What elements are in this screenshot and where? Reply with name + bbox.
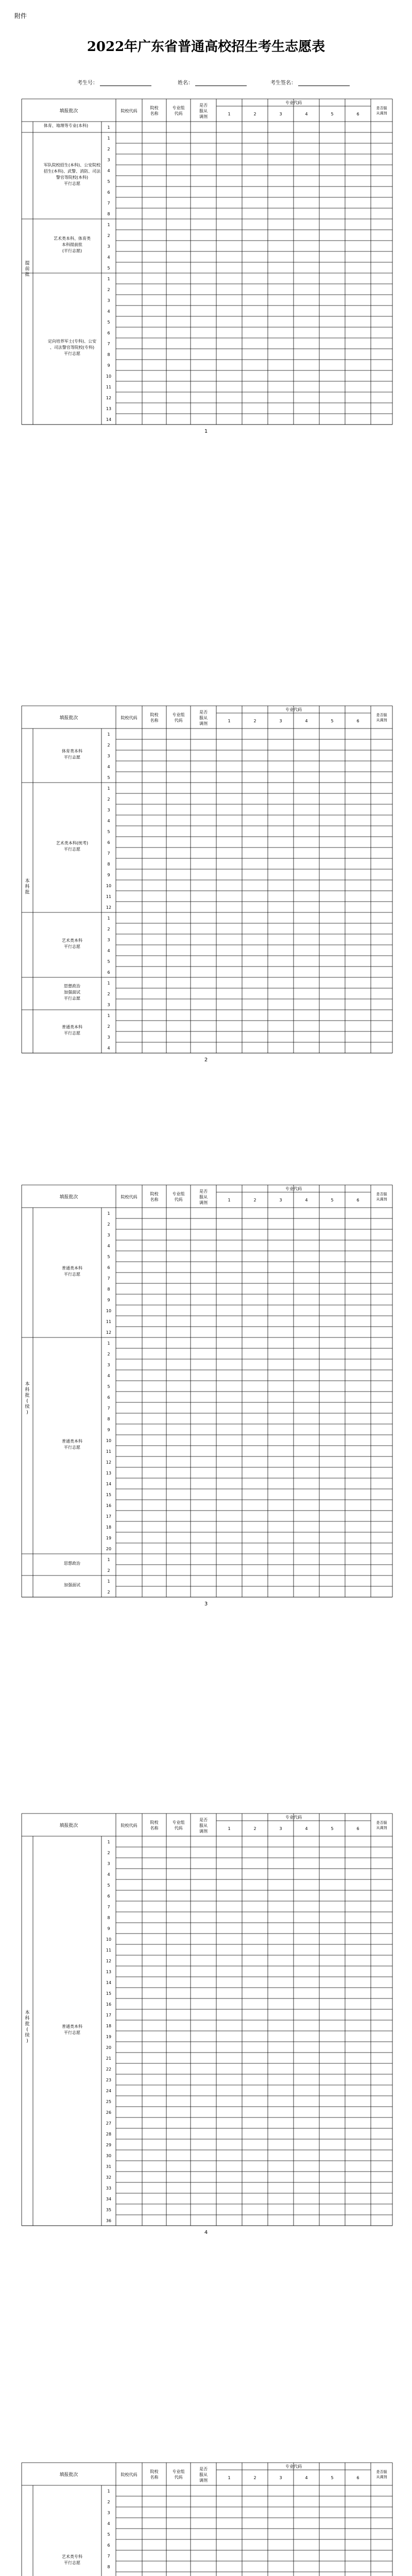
row-number: 2 bbox=[107, 287, 110, 292]
row-number: 26 bbox=[106, 2110, 112, 2115]
group-label: 艺术类本科、体育类 bbox=[54, 236, 91, 241]
row-number: 2 bbox=[107, 2500, 110, 2504]
header-last-1: 是否服 bbox=[376, 1821, 387, 1825]
header-adjust-1: 是否 bbox=[199, 1189, 208, 1194]
row-number: 1 bbox=[107, 223, 110, 227]
row-number: 1 bbox=[107, 125, 110, 130]
header-last-2: 从调剂 bbox=[376, 2475, 387, 2479]
header-major-title: 专业代码 bbox=[285, 100, 302, 105]
header-group-1: 专业组 bbox=[172, 106, 185, 110]
header-college-name-2: 名称 bbox=[150, 1197, 159, 1202]
header-adjust-2: 服从 bbox=[199, 716, 208, 720]
row-number: 1 bbox=[107, 1211, 110, 1216]
row-number: 3 bbox=[107, 1363, 110, 1367]
group-label: 艺术类本科 bbox=[62, 938, 82, 943]
candidate-number-field: 考生号： bbox=[77, 78, 151, 86]
header-major-col: 3 bbox=[279, 1198, 282, 1202]
row-number: 2 bbox=[107, 1851, 110, 1855]
row-number: 3 bbox=[107, 808, 110, 812]
row-number: 11 bbox=[106, 1449, 112, 1454]
header-last-1: 是否服 bbox=[376, 1192, 387, 1196]
section-vertical-label: 本科批 bbox=[25, 878, 30, 895]
row-number: 2 bbox=[107, 1222, 110, 1227]
header-group-2: 代码 bbox=[174, 2475, 183, 2480]
group-label: 平行志愿 bbox=[64, 1031, 80, 1036]
row-number: 1 bbox=[107, 1557, 110, 1562]
row-number: 23 bbox=[106, 2078, 112, 2082]
row-number: 2 bbox=[107, 992, 110, 996]
row-number: 1 bbox=[107, 1341, 110, 1346]
row-number: 5 bbox=[107, 1255, 110, 1259]
row-number: 35 bbox=[106, 2208, 112, 2212]
row-number: 2 bbox=[107, 927, 110, 931]
group-label: 定向培养军士(专科)、公安 bbox=[47, 339, 97, 344]
header-adjust-1: 是否 bbox=[199, 103, 208, 108]
header-major-col: 3 bbox=[279, 1826, 282, 1831]
row-number: 36 bbox=[106, 2218, 112, 2223]
group-label: 平行志愿 bbox=[64, 996, 80, 1001]
header-group-1: 专业组 bbox=[172, 1820, 185, 1825]
header-batch: 填报批次 bbox=[59, 2472, 78, 2478]
header-adjust-2: 服从 bbox=[199, 1823, 208, 1828]
header-major-col: 2 bbox=[253, 2476, 256, 2480]
row-number: 2 bbox=[107, 147, 110, 151]
row-number: 20 bbox=[106, 2045, 112, 2050]
row-number: 2 bbox=[107, 233, 110, 238]
row-number: 18 bbox=[106, 1525, 112, 1530]
header-last-1: 是否服 bbox=[376, 106, 387, 110]
row-number: 9 bbox=[107, 1428, 110, 1432]
row-number: 1 bbox=[107, 1013, 110, 1018]
header-major-col: 2 bbox=[253, 719, 256, 723]
row-number: 1 bbox=[107, 1840, 110, 1844]
header-major-col: 5 bbox=[331, 1826, 334, 1831]
attachment-label: 附件 bbox=[14, 12, 27, 20]
row-number: 16 bbox=[106, 2002, 112, 2007]
row-number: 10 bbox=[106, 374, 112, 379]
header-group-1: 专业组 bbox=[172, 713, 185, 717]
header-last-1: 是否服 bbox=[376, 713, 387, 717]
header-adjust-3: 调剂 bbox=[199, 721, 208, 726]
row-number: 2 bbox=[107, 797, 110, 802]
header-college-name-2: 名称 bbox=[150, 1826, 159, 1831]
row-number: 22 bbox=[106, 2067, 112, 2072]
header-major-title: 专业代码 bbox=[285, 707, 302, 712]
row-number: 4 bbox=[107, 1046, 110, 1050]
group-label: 思想政治 bbox=[64, 1561, 80, 1566]
group-label: 加强面试 bbox=[64, 1583, 80, 1587]
row-number: 1 bbox=[107, 2489, 110, 2494]
header-college-name-2: 名称 bbox=[150, 718, 159, 723]
row-number: 30 bbox=[106, 2154, 112, 2158]
header-college-name-1: 院校 bbox=[150, 713, 159, 717]
group-label: 普通类本科 bbox=[62, 2024, 82, 2029]
row-number: 9 bbox=[107, 1298, 110, 1302]
header-group-2: 代码 bbox=[174, 1197, 183, 1202]
page-number: 2 bbox=[204, 1057, 208, 1063]
group-label: 体育类本科 bbox=[62, 749, 82, 754]
name-field: 姓名： bbox=[178, 78, 247, 86]
header-last-2: 从调剂 bbox=[376, 1826, 387, 1830]
row-number: 2 bbox=[107, 1024, 110, 1029]
row-number: 4 bbox=[107, 948, 110, 953]
row-number: 2 bbox=[107, 1590, 110, 1595]
group-label: (平行志愿) bbox=[62, 248, 82, 253]
header-last-2: 从调剂 bbox=[376, 718, 387, 722]
header-group-1: 专业组 bbox=[172, 1192, 185, 1196]
row-number: 19 bbox=[106, 2035, 112, 2039]
row-number: 5 bbox=[107, 959, 110, 964]
header-major-col: 5 bbox=[331, 719, 334, 723]
row-number: 3 bbox=[107, 1035, 110, 1040]
row-number: 7 bbox=[107, 1905, 110, 1909]
header-major-col: 2 bbox=[253, 112, 256, 116]
row-number: 10 bbox=[106, 1438, 112, 1443]
header-college-code: 院校代码 bbox=[121, 716, 138, 720]
header-group-2: 代码 bbox=[174, 111, 183, 116]
page-number: 1 bbox=[204, 429, 208, 434]
row-number: 1 bbox=[107, 732, 110, 737]
page-title: 2022年广东省普通高校招生考生志愿表 bbox=[87, 39, 325, 55]
header-major-col: 1 bbox=[228, 112, 231, 116]
header-college-name-2: 名称 bbox=[150, 111, 159, 116]
header-major-col: 4 bbox=[305, 1198, 308, 1202]
row-number: 3 bbox=[107, 1233, 110, 1238]
header-adjust-2: 服从 bbox=[199, 2472, 208, 2477]
row-number: 6 bbox=[107, 2543, 110, 2548]
row-number: 9 bbox=[107, 1926, 110, 1931]
row-number: 11 bbox=[106, 385, 112, 389]
row-number: 29 bbox=[106, 2143, 112, 2147]
row-number: 13 bbox=[106, 1471, 112, 1476]
row-number: 2 bbox=[107, 1352, 110, 1357]
header-last-1: 是否服 bbox=[376, 2470, 387, 2474]
row-number: 7 bbox=[107, 1276, 110, 1281]
row-number: 17 bbox=[106, 2013, 112, 2018]
row-number: 13 bbox=[106, 1970, 112, 1974]
row-number: 6 bbox=[107, 331, 110, 335]
header-major-col: 1 bbox=[228, 2476, 231, 2480]
row-number: 14 bbox=[106, 1980, 112, 1985]
row-number: 6 bbox=[107, 970, 110, 975]
row-number: 6 bbox=[107, 840, 110, 845]
row-number: 8 bbox=[107, 1417, 110, 1421]
row-number: 1 bbox=[107, 136, 110, 141]
row-number: 19 bbox=[106, 1536, 112, 1540]
row-number: 1 bbox=[107, 916, 110, 921]
group-label: 普通类本科 bbox=[62, 1439, 82, 1444]
row-number: 21 bbox=[106, 2056, 112, 2061]
row-number: 27 bbox=[106, 2121, 112, 2126]
row-number: 6 bbox=[107, 1395, 110, 1400]
header-college-code: 院校代码 bbox=[121, 1195, 138, 1199]
row-number: 25 bbox=[106, 2099, 112, 2104]
header-college-name-1: 院校 bbox=[150, 1192, 159, 1196]
row-number: 1 bbox=[107, 1579, 110, 1584]
row-number: 4 bbox=[107, 168, 110, 173]
row-number: 4 bbox=[107, 2521, 110, 2526]
header-group-1: 专业组 bbox=[172, 2469, 185, 2474]
row-number: 4 bbox=[107, 309, 110, 314]
header-major-col: 4 bbox=[305, 719, 308, 723]
row-number: 28 bbox=[106, 2132, 112, 2137]
row-number: 10 bbox=[106, 884, 112, 888]
signature-field: 考生签名： bbox=[270, 78, 350, 86]
group-label: 平行志愿 bbox=[64, 847, 80, 852]
header-major-col: 4 bbox=[305, 2476, 308, 2480]
section-vertical-label: 本科批(续) bbox=[25, 1382, 30, 1415]
group-label: 平行志愿 bbox=[64, 181, 80, 186]
row-number: 3 bbox=[107, 1861, 110, 1866]
group-label: 军队院校招生(本科)、公安院校 bbox=[43, 163, 101, 167]
row-number: 4 bbox=[107, 1244, 110, 1248]
group-label: 警官等院校(本科) bbox=[56, 175, 89, 180]
row-number: 8 bbox=[107, 862, 110, 867]
row-number: 9 bbox=[107, 363, 110, 368]
row-number: 6 bbox=[107, 190, 110, 195]
row-number: 8 bbox=[107, 212, 110, 216]
row-number: 12 bbox=[106, 396, 112, 400]
row-number: 5 bbox=[107, 1384, 110, 1389]
row-number: 3 bbox=[107, 244, 110, 249]
row-number: 4 bbox=[107, 1374, 110, 1378]
header-adjust-3: 调剂 bbox=[199, 114, 208, 119]
row-number: 1 bbox=[107, 981, 110, 986]
row-number: 3 bbox=[107, 938, 110, 942]
header-adjust-1: 是否 bbox=[199, 2467, 208, 2471]
header-batch: 填报批次 bbox=[59, 1195, 78, 1200]
row-number: 7 bbox=[107, 201, 110, 206]
section-vertical-label: 提前批 bbox=[25, 261, 30, 278]
row-number: 4 bbox=[107, 1872, 110, 1877]
row-number: 32 bbox=[106, 2175, 112, 2180]
header-major-col: 5 bbox=[331, 1198, 334, 1202]
header-adjust-3: 调剂 bbox=[199, 2478, 208, 2483]
header-major-col: 6 bbox=[356, 2476, 359, 2480]
row-number: 5 bbox=[107, 829, 110, 834]
row-number: 6 bbox=[107, 1894, 110, 1899]
header-batch: 填报批次 bbox=[59, 109, 78, 114]
row-number: 7 bbox=[107, 1406, 110, 1411]
header-adjust-1: 是否 bbox=[199, 710, 208, 715]
row-number: 7 bbox=[107, 2554, 110, 2558]
header-college-name-1: 院校 bbox=[150, 2469, 159, 2474]
group-label: 平行志愿 bbox=[64, 2561, 80, 2565]
row-number: 8 bbox=[107, 2565, 110, 2569]
group-label: 艺术类本科(统考) bbox=[56, 841, 89, 845]
row-number: 11 bbox=[106, 1319, 112, 1324]
row-number: 33 bbox=[106, 2186, 112, 2191]
group-label: 加强面试 bbox=[64, 990, 80, 995]
group-label: 普通类本科 bbox=[62, 1025, 82, 1029]
header-adjust-3: 调剂 bbox=[199, 1829, 208, 1834]
row-number: 15 bbox=[106, 1493, 112, 1497]
row-number: 20 bbox=[106, 1547, 112, 1551]
row-number: 24 bbox=[106, 2089, 112, 2093]
row-number: 3 bbox=[107, 2511, 110, 2515]
group-label: 、司法警官等院校(专科) bbox=[49, 345, 95, 350]
row-number: 12 bbox=[106, 1330, 112, 1335]
header-group-2: 代码 bbox=[174, 718, 183, 723]
row-number: 1 bbox=[107, 277, 110, 281]
row-number: 3 bbox=[107, 298, 110, 303]
row-number: 10 bbox=[106, 1309, 112, 1313]
row-number: 16 bbox=[106, 1503, 112, 1508]
group-label: 平行志愿 bbox=[64, 755, 80, 760]
header-major-col: 4 bbox=[305, 112, 308, 116]
header-adjust-2: 服从 bbox=[199, 1195, 208, 1199]
header-last-2: 从调剂 bbox=[376, 111, 387, 115]
row-number: 12 bbox=[106, 905, 112, 910]
header-group-2: 代码 bbox=[174, 1826, 183, 1831]
header-major-col: 6 bbox=[356, 1826, 359, 1831]
row-number: 4 bbox=[107, 255, 110, 260]
header-adjust-2: 服从 bbox=[199, 109, 208, 113]
page-number: 4 bbox=[204, 2230, 208, 2235]
header-college-code: 院校代码 bbox=[121, 2472, 138, 2477]
row-number: 5 bbox=[107, 179, 110, 184]
row-number: 14 bbox=[106, 1482, 112, 1486]
row-number: 1 bbox=[107, 786, 110, 791]
header-college-name-1: 院校 bbox=[150, 1820, 159, 1825]
header-major-col: 1 bbox=[228, 1826, 231, 1831]
row-number: 11 bbox=[106, 1948, 112, 1953]
header-college-code: 院校代码 bbox=[121, 109, 138, 113]
group-label: 艺术类专科 bbox=[62, 2554, 82, 2559]
group-label: 平行志愿 bbox=[64, 2030, 80, 2035]
row-number: 5 bbox=[107, 2532, 110, 2537]
header-major-title: 专业代码 bbox=[285, 2464, 302, 2469]
header-major-title: 专业代码 bbox=[285, 1815, 302, 1820]
row-number: 10 bbox=[106, 1937, 112, 1942]
header-major-col: 1 bbox=[228, 719, 231, 723]
header-batch: 填报批次 bbox=[59, 1823, 78, 1828]
group-label: 平行志愿 bbox=[64, 944, 80, 949]
row-number: 5 bbox=[107, 775, 110, 780]
group-label: 思想政治 bbox=[64, 984, 80, 989]
row-number: 15 bbox=[106, 1991, 112, 1996]
header-last-2: 从调剂 bbox=[376, 1197, 387, 1201]
header-college-code: 院校代码 bbox=[121, 1823, 138, 1828]
row-number: 8 bbox=[107, 1916, 110, 1920]
row-number: 17 bbox=[106, 1514, 112, 1519]
header-major-col: 3 bbox=[279, 112, 282, 116]
header-major-col: 6 bbox=[356, 112, 359, 116]
group-label: 平行志愿 bbox=[64, 1445, 80, 1450]
row-number: 31 bbox=[106, 2164, 112, 2169]
row-number: 8 bbox=[107, 1287, 110, 1292]
header-batch: 填报批次 bbox=[59, 716, 78, 721]
row-number: 6 bbox=[107, 1265, 110, 1270]
header-major-col: 6 bbox=[356, 719, 359, 723]
row-number: 11 bbox=[106, 894, 112, 899]
group-label: 平行志愿 bbox=[64, 351, 80, 356]
header-college-name-1: 院校 bbox=[150, 106, 159, 110]
header-major-col: 5 bbox=[331, 112, 334, 116]
header-adjust-3: 调剂 bbox=[199, 1200, 208, 1205]
header-major-title: 专业代码 bbox=[285, 1187, 302, 1191]
row-number: 12 bbox=[106, 1959, 112, 1963]
header-major-col: 5 bbox=[331, 2476, 334, 2480]
group-label: 普通类本科 bbox=[62, 1266, 82, 1270]
header-major-col: 6 bbox=[356, 1198, 359, 1202]
row-number: 2 bbox=[107, 1568, 110, 1573]
row-number: 5 bbox=[107, 266, 110, 270]
row-number: 18 bbox=[106, 2024, 112, 2028]
header-major-col: 3 bbox=[279, 719, 282, 723]
row-number: 34 bbox=[106, 2197, 112, 2201]
header-major-col: 2 bbox=[253, 1198, 256, 1202]
header-major-col: 2 bbox=[253, 1826, 256, 1831]
row-number: 13 bbox=[106, 406, 112, 411]
header-major-col: 3 bbox=[279, 2476, 282, 2480]
row-number: 3 bbox=[107, 754, 110, 758]
header-college-name-2: 名称 bbox=[150, 2475, 159, 2480]
row-number: 14 bbox=[106, 417, 112, 422]
row-number: 5 bbox=[107, 320, 110, 325]
group-label: 平行志愿 bbox=[64, 1272, 80, 1277]
row-number: 2 bbox=[107, 743, 110, 748]
row-number: 5 bbox=[107, 1883, 110, 1888]
row-number: 4 bbox=[107, 819, 110, 823]
row-number: 7 bbox=[107, 851, 110, 856]
row-number: 7 bbox=[107, 342, 110, 346]
group-label: 本科提前批 bbox=[62, 242, 82, 247]
row-number: 12 bbox=[106, 1460, 112, 1465]
row-number: 3 bbox=[107, 1003, 110, 1007]
row-number: 3 bbox=[107, 158, 110, 162]
group-label: 招生(本科)、武警、消防、司法 bbox=[43, 169, 101, 174]
header-major-col: 4 bbox=[305, 1826, 308, 1831]
section-vertical-label: 本科批(续) bbox=[25, 2010, 30, 2044]
row-number: 4 bbox=[107, 765, 110, 769]
header-adjust-1: 是否 bbox=[199, 1818, 208, 1822]
page-number: 3 bbox=[204, 1601, 208, 1607]
row-number: 9 bbox=[107, 873, 110, 877]
row-number: 8 bbox=[107, 352, 110, 357]
group-label: 体育、地理等专业(本科) bbox=[43, 123, 89, 128]
header-major-col: 1 bbox=[228, 1198, 231, 1202]
